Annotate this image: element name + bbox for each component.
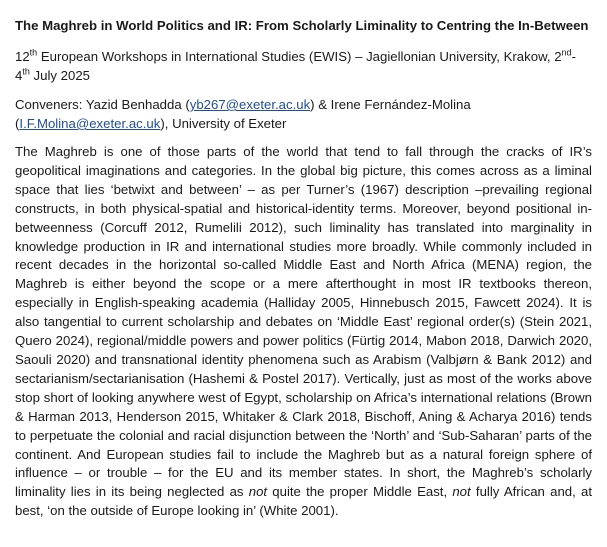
conveners-line-1: [15, 95, 592, 114]
abstract-emphasis-2: not: [452, 484, 471, 500]
abstract-text-1: The Maghreb is one of those parts of the world that tend to fall through the cracks of IR’s geopolitical imaginations and categories. In the global big picture, this comes across as a liminal space that lies ‘betwixt and between’ – as per Turner’s (1967) description –prevailing regional constructs, in both physical-spatial and historical-identity terms. Moreover, beyond positional in-betweenness (Corcuff 2012, Rumelili 2012), such liminality has translated into marginality in knowledge production in IR and international studies more broadly. While commonly included in recent decades in the horizontal so-called Middle East and North Africa (MENA) region, the Maghreb is either beyond the scope or a mere afterthought in most IR textbooks thereon, especially in English-speaking academia (Halliday 2005, Hinnebusch 2015, Fawcett 2024). It is also tangential to current scholarship and debates on ‘Middle East’ regional order(s) (Stein 2021, Quero 2024), regional/middle powers and power politics (Fürtig 2014, Mabon 2018, Darwich 2020, Saouli 2020) and transnational identity phenomena such as Arabism (Valbjørn & Bank 2012) and sectarianism/sectarianisation (Hashemi & Postel 2017). Vertically, just as most of the works above stop short of looking anywhere west of Egypt, scholarship on Africa’s international relations (Brown & Harman 2013, Henderson 2015, Whitaker & Clark 2018, Bischoff, Aning & Acharya 2016) tends to perpetuate the colonial and racial disjunction between the ‘North’ and ‘Sub-Saharan’ parts of the continent. And European studies fail to include the Maghreb but as a natural foreign sphere of influence – or trouble – for the EU and its member states. In short, the Maghreb’s scholarly liminality lies in its being neglected as: [15, 144, 592, 500]
event-end-text: July 2025: [33, 68, 90, 83]
abstract-text-2: quite the proper Middle East,: [267, 484, 453, 500]
event-number: 12: [15, 49, 30, 64]
event-end-suffix: th: [22, 66, 30, 77]
abstract-paragraph: [15, 143, 592, 521]
event-info: [15, 47, 592, 85]
conveners-mid: ) & Irene Fernández-Molina: [310, 97, 471, 112]
conveners-suffix: ), University of Exeter: [160, 116, 287, 131]
conveners-open-paren: (: [15, 116, 20, 131]
conveners-line-2: [15, 114, 592, 133]
event-number-suffix: th: [29, 47, 38, 58]
event-end-day: 4: [15, 68, 23, 83]
conveners-prefix: Conveners: Yazid Benhadda (: [15, 97, 190, 112]
abstract-text-3: fully African and, at best, ‘on the outside of Europe looking in’ (White 2001).: [15, 484, 592, 519]
event-name: European Workshops in International Studies (EWIS) – Jagiellonian University, Krakow, 2: [40, 49, 562, 64]
paper-title: The Maghreb in World Politics and IR: From Scholarly Liminality to Centring the In-Between: [15, 18, 589, 33]
abstract-emphasis-1: not: [248, 484, 268, 500]
event-line: [15, 47, 592, 66]
event-line-2: [15, 66, 592, 85]
convener-email-link-2[interactable]: I.F.Molina@exeter.ac.uk: [19, 116, 161, 131]
convener-email-link-1[interactable]: yb267@exeter.ac.uk: [189, 97, 311, 112]
event-start-suffix: nd: [561, 47, 572, 58]
conveners: [15, 95, 592, 133]
event-date-dash: -: [571, 49, 576, 64]
